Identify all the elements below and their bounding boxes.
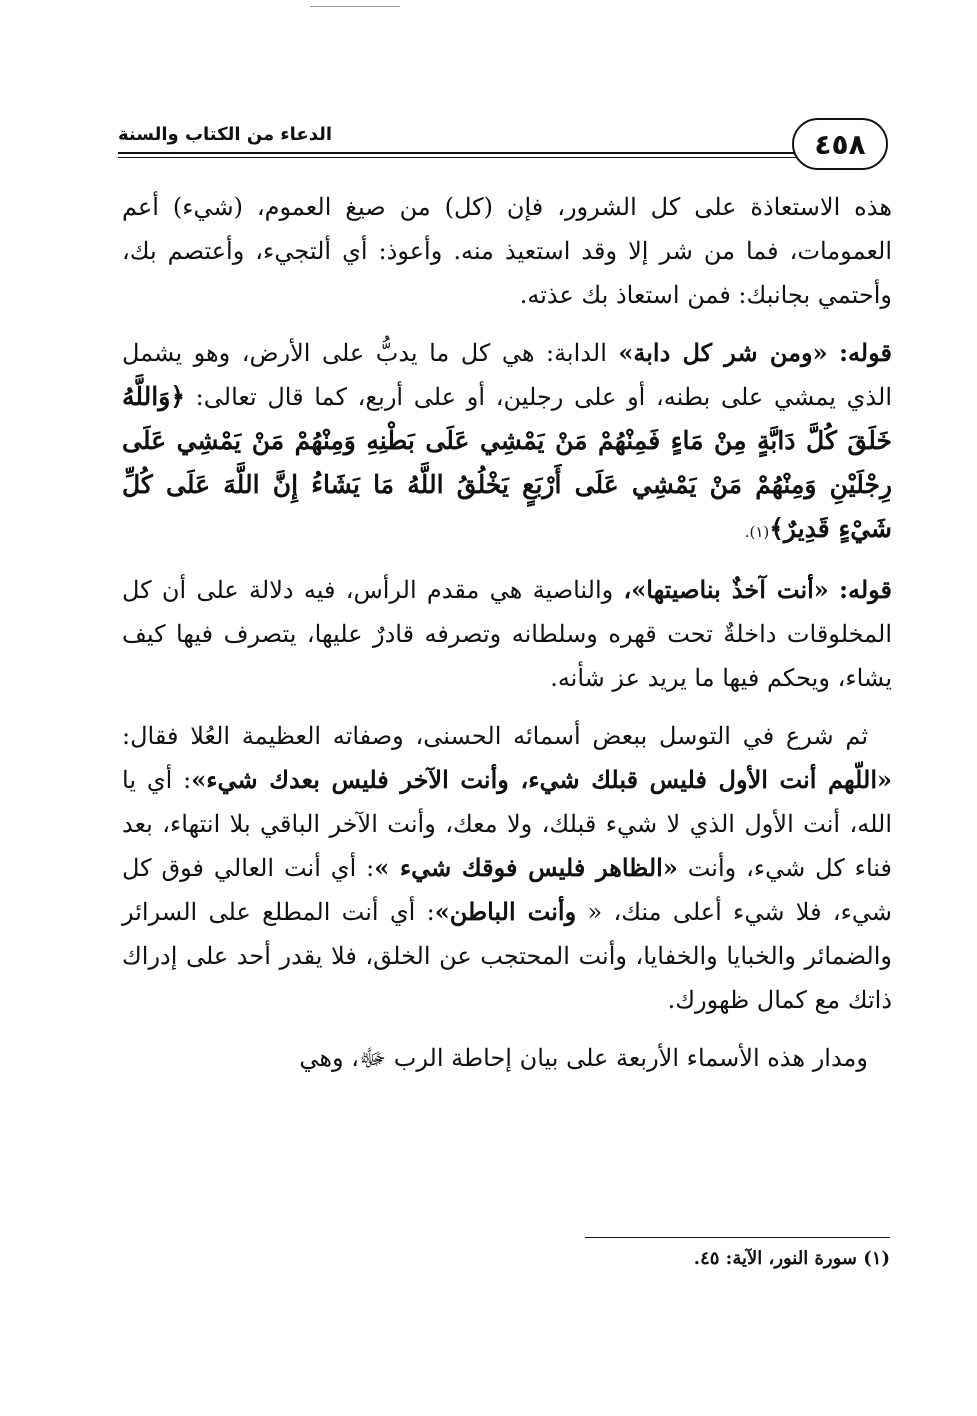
page-header xyxy=(118,118,888,178)
paragraph-3 xyxy=(122,568,892,700)
running-title: الدعاء من الكتاب والسنة xyxy=(118,124,333,145)
footnote-rule xyxy=(585,1237,890,1238)
hadith-quote: وأنت الباطن» xyxy=(434,897,577,926)
footnote-reference: (١). xyxy=(744,523,770,541)
paragraph-text: ثم شرع في التوسل ببعض أسمائه الحسنى، وصفاته العظيمة العُلا فقال: xyxy=(122,722,868,750)
footnote: (١) سورة النور، الآية: ٤٥. xyxy=(693,1248,890,1269)
quran-verse: ﴿وَاللَّهُ خَلَقَ كُلَّ دَابَّةٍ مِنْ مَاءٍ فَمِنْهُمْ مَنْ يَمْشِي عَلَى بَطْنِهِ وَمِنْهُمْ مَنْ يَمْشِي عَلَى رِجْلَيْنِ وَمِنْهُمْ مَنْ يَمْشِي عَلَى أَرْبَعٍ يَخْلُقُ اللَّهُ مَا يَشَاءُ إِنَّ اللَّهَ عَلَى كُلِّ شَيْءٍ قَدِيرٌ﴾ xyxy=(122,382,892,543)
hadith-quote: «اللّهم أنت الأول فليس قبلك شيء، وأنت الآخر فليس بعدك شيء» xyxy=(191,765,892,794)
paragraph-2 xyxy=(122,331,892,554)
paragraph-text: والناصية هي مقدم الرأس، فيه دلالة على أن كل المخلوقات داخلةٌ تحت قهره وسلطانه وتصرفه قادرٌ عليها، يتصرف فيها كيف يشاء، ويحكم فيها ما يريد عز شأنه. xyxy=(122,576,892,692)
paragraph-5: ومدار هذه الأسماء الأربعة على بيان إحاطة الرب ﷻ، وهي xyxy=(299,1044,868,1072)
header-rule xyxy=(118,152,808,158)
hadith-quote: «أنت آخذٌ بناصيتها»، xyxy=(623,575,829,604)
paragraph-text: الدابة: هي كل ما يدبُّ على الأرض، وهو يشمل الذي يمشي على بطنه، أو على رجلين، أو على أربع، كما قال تعالى: xyxy=(122,339,892,411)
paragraph-text: : أي يا الله، أنت الأول الذي لا شيء قبلك، ولا معك، وأنت الآخر الباقي بلا انتهاء، بعد فناء كل شيء، وأنت xyxy=(122,766,892,882)
paragraph-4 xyxy=(122,714,892,1022)
top-decorative-rule xyxy=(310,6,400,7)
paragraph-text: : أي أنت المطلع على السرائر والضمائر والخبايا والخفايا، وأنت المحتجب عن الخلق، فلا يقدر أحد على إدراك ذاتك مع كمال ظهورك. xyxy=(122,898,892,1014)
main-text xyxy=(122,185,892,1094)
paragraph-text: : أي أنت العالي فوق كل شيء، فلا شيء أعلى منك، « xyxy=(122,854,892,926)
lead-word: قوله: xyxy=(839,575,893,604)
lead-word: قوله: xyxy=(839,338,892,367)
hadith-quote: «ومن شر كل دابة» xyxy=(618,338,828,367)
paragraph-1: هذه الاستعاذة على كل الشرور، فإن (كل) من صيغ العموم، (شيء) أعم العمومات، فما من شر إلا وقد استعيذ منه. وأعوذ: أي ألتجيء، وأعتصم بك، وأحتمي بجانبك: فمن استعاذ بك عذته. xyxy=(122,193,892,309)
page-number: ٤٥٨ xyxy=(792,118,888,170)
hadith-quote: «الظاهر فليس فوقك شيء » xyxy=(374,853,678,882)
